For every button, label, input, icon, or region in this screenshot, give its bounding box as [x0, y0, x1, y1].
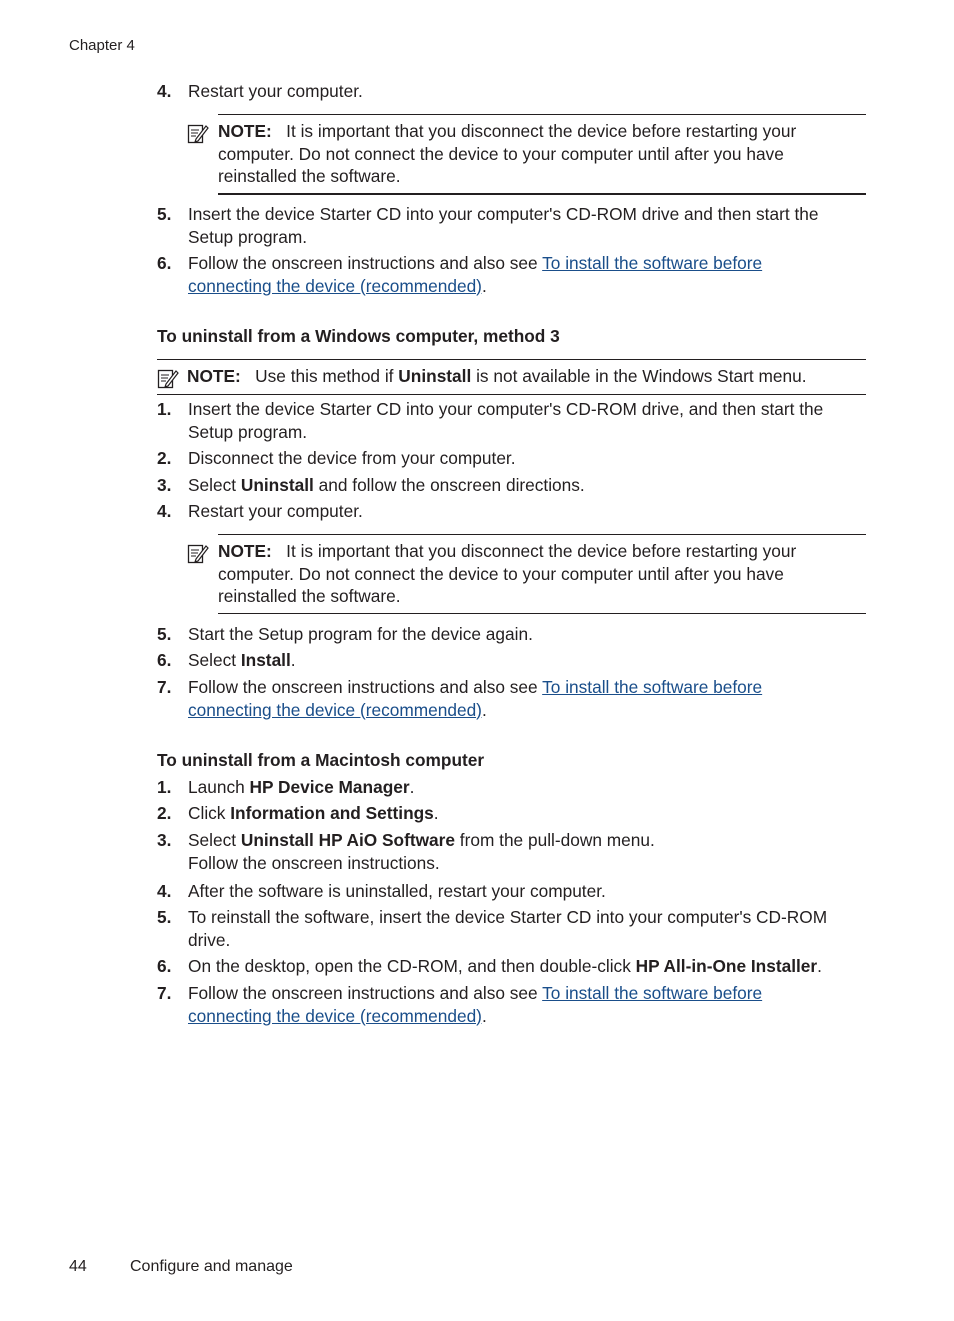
- step-text: Start the Setup program for the device again.: [188, 624, 533, 644]
- step-number: 4.: [157, 81, 172, 101]
- step-text: To reinstall the software, insert the device Starter CD into your computer's CD-ROM drive.: [188, 907, 828, 950]
- note-block: [187, 365, 867, 388]
- step-text-end: .: [481, 699, 487, 720]
- note-pencil-icon: [157, 367, 179, 389]
- section-heading: To uninstall from a Macintosh computer: [157, 750, 485, 770]
- note-text-bold: Uninstall: [398, 366, 472, 386]
- install-software-link[interactable]: To install the software before connecting the device (recommended): [188, 677, 763, 720]
- note-label: NOTE:: [218, 121, 272, 141]
- note-text-part: Use this method if: [255, 366, 399, 386]
- note-label: NOTE:: [218, 541, 272, 561]
- step-number: 7.: [157, 983, 172, 1003]
- step-text-part: Click: [188, 803, 231, 823]
- step-text-end: .: [481, 1005, 487, 1026]
- page-number: 44: [69, 1258, 87, 1275]
- step-text-part: and follow the onscreen directions.: [313, 475, 585, 495]
- step-text-part: Follow the onscreen instructions and also see: [188, 983, 543, 1003]
- step-number: 7.: [157, 677, 172, 697]
- step-number: 6.: [157, 956, 172, 976]
- note-bottom-rule: [218, 193, 866, 195]
- step-text-part: .: [409, 777, 415, 797]
- step-text-bold: Install: [240, 650, 291, 670]
- step-text: [188, 252, 828, 297]
- step-text: [188, 676, 828, 721]
- note-text: It is important that you disconnect the device before restarting your computer. Do not connect the device to your computer until after you have reinstalled the software.: [218, 541, 797, 606]
- step-text: Restart your computer.: [188, 81, 363, 101]
- step-text: Insert the device Starter CD into your computer's CD-ROM drive and then start the Setup program.: [188, 204, 819, 247]
- step-number: 3.: [157, 475, 172, 495]
- note-top-rule: [218, 534, 866, 535]
- note-pencil-icon: [187, 122, 209, 144]
- step-text: [188, 829, 868, 874]
- step-text-bold: Uninstall HP AiO Software: [240, 830, 455, 850]
- step-text: Disconnect the device from your computer.: [188, 448, 516, 468]
- step-text-part: .: [290, 650, 296, 670]
- chapter-header: Chapter 4: [69, 37, 135, 54]
- footer-section-title: Configure and manage: [130, 1258, 293, 1275]
- step-number: 1.: [157, 399, 172, 419]
- step-text-part: Select: [188, 830, 241, 850]
- note-text: It is important that you disconnect the device before restarting your computer. Do not connect the device to your computer until after you have reinstalled the software.: [218, 121, 797, 186]
- step-text: [188, 474, 868, 497]
- step-number: 5.: [157, 624, 172, 644]
- step-text-line2: Follow the onscreen instructions.: [188, 852, 440, 873]
- install-software-link[interactable]: To install the software before connecting the device (recommended): [188, 983, 763, 1026]
- step-text-end: .: [481, 275, 487, 296]
- note-label: NOTE:: [187, 366, 241, 386]
- step-text-part: Launch: [188, 777, 250, 797]
- step-text-part: from the pull-down menu.: [454, 830, 655, 850]
- step-number: 4.: [157, 881, 172, 901]
- step-text: [188, 776, 868, 799]
- step-text-part: Follow the onscreen instructions and also see: [188, 677, 543, 697]
- note-pencil-icon: [187, 542, 209, 564]
- note-bottom-rule: [218, 613, 866, 614]
- step-text: [188, 649, 868, 672]
- step-text: [188, 955, 888, 978]
- step-text-bold: HP Device Manager: [249, 777, 410, 797]
- step-text: After the software is uninstalled, restart your computer.: [188, 881, 606, 901]
- section-heading: To uninstall from a Windows computer, method 3: [157, 326, 560, 346]
- step-text: Insert the device Starter CD into your computer's CD-ROM drive, and then start the Setup program.: [188, 399, 824, 442]
- step-number: 5.: [157, 907, 172, 927]
- step-text: Restart your computer.: [188, 501, 363, 521]
- step-text-bold: Information and Settings: [230, 803, 434, 823]
- note-block: [218, 540, 858, 608]
- step-text-bold: HP All-in-One Installer: [635, 956, 818, 976]
- step-number: 2.: [157, 803, 172, 823]
- step-text-bold: Uninstall: [240, 475, 314, 495]
- step-text: [188, 802, 868, 825]
- step-number: 5.: [157, 204, 172, 224]
- step-number: 3.: [157, 830, 172, 850]
- step-number: 1.: [157, 777, 172, 797]
- step-text-part: On the desktop, open the CD-ROM, and then double-click: [188, 956, 636, 976]
- step-text-part: Follow the onscreen instructions and also see: [188, 253, 543, 273]
- step-number: 6.: [157, 253, 172, 273]
- note-bottom-rule: [157, 394, 866, 395]
- step-text-part: Select: [188, 650, 241, 670]
- install-software-link[interactable]: To install the software before connecting the device (recommended): [188, 253, 763, 296]
- step-number: 4.: [157, 501, 172, 521]
- step-text-part: Select: [188, 475, 241, 495]
- note-block: [218, 120, 858, 188]
- step-number: 6.: [157, 650, 172, 670]
- step-text: [188, 982, 828, 1027]
- note-top-rule: [218, 114, 866, 115]
- step-text-part: .: [817, 956, 822, 976]
- note-top-rule: [157, 359, 866, 360]
- step-number: 2.: [157, 448, 172, 468]
- note-text-part: is not available in the Windows Start menu.: [471, 366, 807, 386]
- step-text-part: .: [433, 803, 439, 823]
